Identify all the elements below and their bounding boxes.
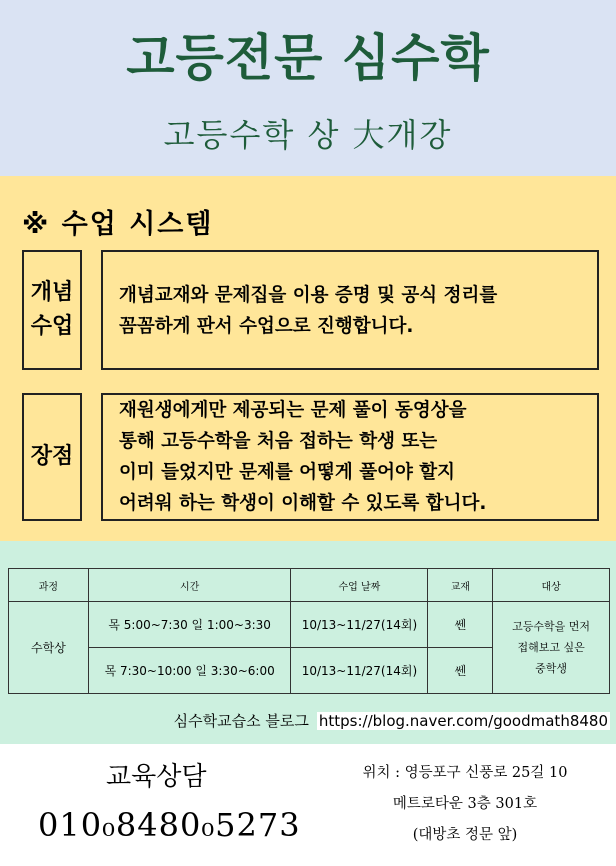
page-title: 고등전문 심수학 xyxy=(126,29,490,87)
blog-name: 심수학교습소 블로그 xyxy=(173,712,309,730)
phone-number: 010₀8480₀5273 xyxy=(38,806,301,844)
table-row xyxy=(9,602,610,648)
merit-label-box xyxy=(22,393,82,521)
address-line1: 위치 : 영등포구 신풍로 25길 10 xyxy=(362,765,568,781)
header-target: 대상 xyxy=(493,569,610,602)
target-line2: 접해보고 싶은 xyxy=(517,641,585,654)
time-cell: 목 5:00~7:30 일 1:00~3:30 xyxy=(88,602,291,648)
blog-url[interactable]: https://blog.naver.com/goodmath8480 xyxy=(318,712,608,730)
dates-cell: 10/13~11/27(14회) xyxy=(291,648,428,694)
book-cell: 쎈 xyxy=(428,648,493,694)
page-subtitle: 고등수학 상 大개강 xyxy=(163,116,453,154)
target-line1: 고등수학을 먼저 xyxy=(512,620,591,633)
merit-text-line4: 어려워 하는 학생이 이해할 수 있도록 합니다. xyxy=(119,493,487,514)
address-line3: (대방초 정문 앞) xyxy=(412,827,518,843)
system-heading: ※ 수업 시스템 xyxy=(22,209,214,240)
book-cell: 쎈 xyxy=(428,602,493,648)
header-book: 교재 xyxy=(428,569,493,602)
schedule-table xyxy=(8,568,610,694)
merit-text-line2: 통해 고등수학을 처음 접하는 학생 또는 xyxy=(119,431,438,452)
concept-text-box xyxy=(101,250,599,370)
table-header-row xyxy=(9,569,610,602)
merit-text-box xyxy=(101,393,599,521)
concept-text-line1: 개념교재와 문제집을 이용 증명 및 공식 정리를 xyxy=(119,285,498,306)
merit-text-line1: 재원생에게만 제공되는 문제 풀이 동영상을 xyxy=(119,400,467,421)
merit-label: 장점 xyxy=(30,444,74,469)
merit-text-line3: 이미 들었지만 문제를 어떻게 풀어야 할지 xyxy=(119,462,456,483)
concept-text-line2: 꼼꼼하게 판서 수업으로 진행합니다. xyxy=(119,316,414,337)
dates-cell: 10/13~11/27(14회) xyxy=(291,602,428,648)
header-time: 시간 xyxy=(88,569,291,602)
header-course: 과정 xyxy=(9,569,89,602)
course-cell: 수학상 xyxy=(9,602,89,694)
consult-label: 교육상담 xyxy=(106,762,207,792)
concept-label-box xyxy=(22,250,82,370)
target-line3: 중학생 xyxy=(535,662,568,675)
address-block xyxy=(330,758,600,851)
address-line2: 메트로타운 3층 301호 xyxy=(392,796,538,812)
header-dates: 수업 날짜 xyxy=(291,569,428,602)
blog-line xyxy=(174,710,610,731)
target-cell xyxy=(493,602,610,694)
concept-label-line2: 수업 xyxy=(30,314,74,339)
time-cell: 목 7:30~10:00 일 3:30~6:00 xyxy=(88,648,291,694)
concept-label-line1: 개념 xyxy=(30,280,74,305)
